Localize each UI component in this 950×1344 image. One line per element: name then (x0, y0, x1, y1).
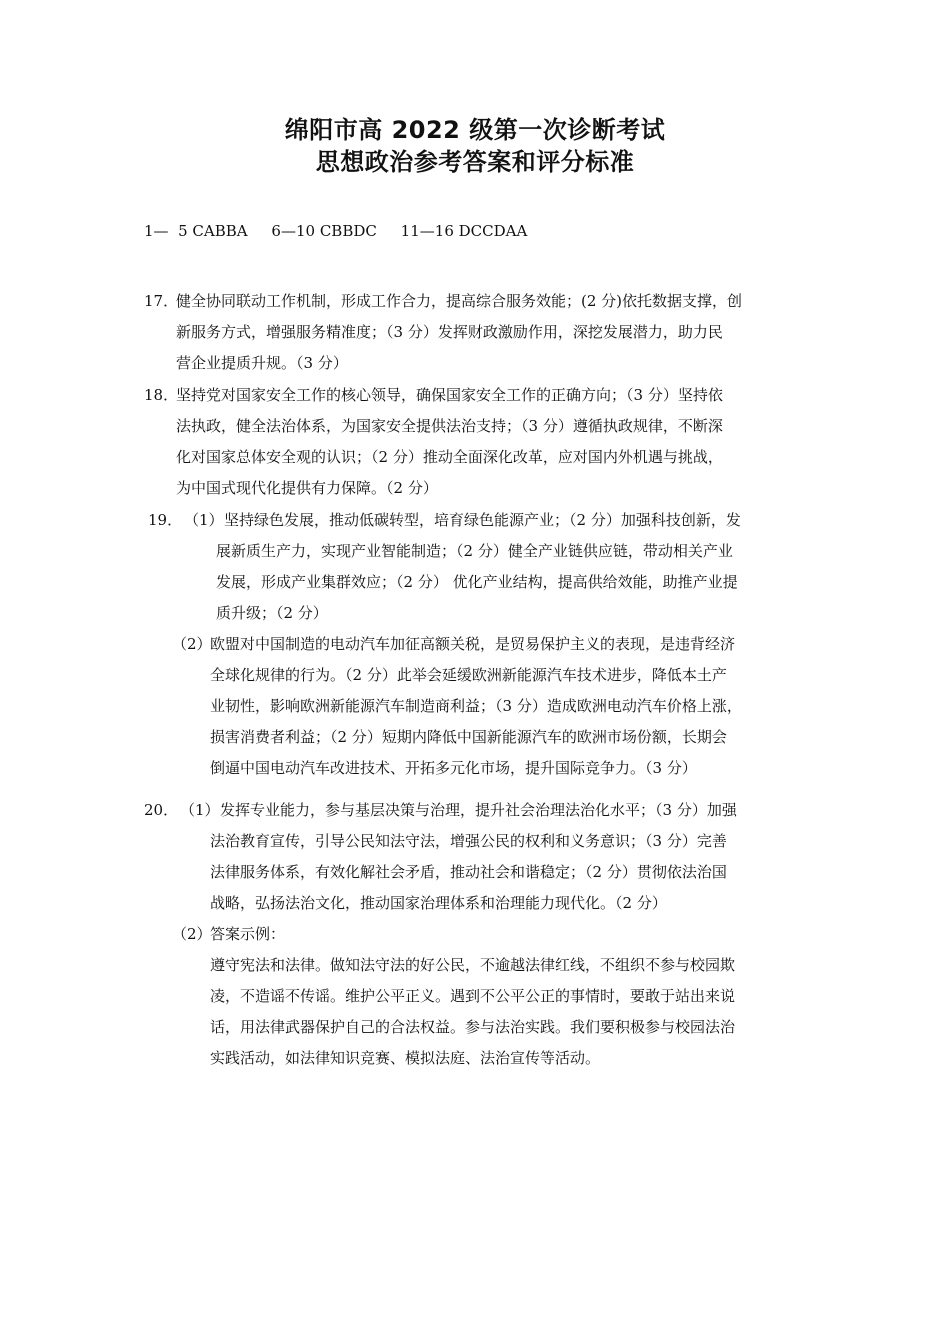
multiple-choice-answers: 1— 5 CABBA 6—10 CBBDC 11—16 DCCDAA (144, 222, 528, 240)
answer-line (144, 286, 824, 317)
answer-text: 法律服务体系，有效化解社会矛盾，推动社会和谐稳定；（2 分）贯彻依法治国 (210, 863, 727, 881)
answer-text: 凌，不造谣不传谣。维护公平正义。遇到不公平公正的事情时，要敢于站出来说 (210, 987, 736, 1005)
answer-text: 发挥专业能力，参与基层决策与治理，提升社会治理法治化水平；（3 分）加强 (220, 801, 737, 819)
answer-line (144, 380, 824, 411)
question-20-answer (144, 795, 824, 1074)
answer-line (144, 950, 824, 981)
answer-line (144, 1043, 824, 1074)
question-number: 19． (148, 511, 183, 529)
answer-text: 发展，形成产业集群效应；（2 分） 优化产业结构，提高供给效能，助推产业提 (216, 573, 738, 591)
answer-line (144, 442, 824, 473)
question-number: 20． (144, 801, 179, 819)
answer-line (144, 317, 824, 348)
answer-line (144, 888, 824, 919)
answer-text: 遵守宪法和法律。做知法守法的好公民，不逾越法律红线，不组织不参与校园欺 (210, 956, 736, 974)
answer-line (144, 753, 824, 784)
answer-line (144, 629, 824, 660)
answer-heading: 答案示例： (210, 925, 286, 943)
answer-text: 展新质生产力，实现产业智能制造；（2 分）健全产业链供应链，带动相关产业 (216, 542, 733, 560)
question-19-answer (144, 505, 824, 784)
question-number: 18． (144, 386, 179, 404)
answer-text: 为中国式现代化提供有力保障。（2 分） (176, 479, 438, 497)
answer-text: 欧盟对中国制造的电动汽车加征高额关税，是贸易保护主义的表现，是违背经济 (210, 635, 736, 653)
answer-line (144, 981, 824, 1012)
part-label: （1） (184, 511, 224, 529)
answer-text: 健全协同联动工作机制，形成工作合力，提高综合服务效能；(2 分)依托数据支撑，创 (176, 292, 743, 310)
answer-text: 全球化规律的行为。（2 分）此举会延缓欧洲新能源汽车技术进步，降低本土产 (210, 666, 727, 684)
answer-line (144, 536, 824, 567)
document-title-line-1: 绵阳市高 2022 级第一次诊断考试 (284, 116, 666, 144)
answer-line (144, 826, 824, 857)
answer-text: 新服务方式，增强服务精准度；（3 分）发挥财政激励作用，深挖发展潜力，助力民 (176, 323, 723, 341)
answer-line (144, 691, 824, 722)
answer-line (144, 857, 824, 888)
answer-line (144, 919, 824, 950)
answer-text: 质升级；（2 分） (216, 604, 328, 622)
answer-text: 营企业提质升规。（3 分） (176, 354, 348, 372)
answer-text: 倒逼中国电动汽车改进技术、开拓多元化市场，提升国际竞争力。（3 分） (210, 759, 697, 777)
answer-text: 坚持党对国家安全工作的核心领导，确保国家安全工作的正确方向；（3 分）坚持依 (176, 386, 723, 404)
answer-text: 话，用法律武器保护自己的合法权益。参与法治实践。我们要积极参与校园法治 (210, 1018, 736, 1036)
answer-text: 法治教育宣传，引导公民知法守法，增强公民的权利和义务意识；（3 分）完善 (210, 832, 727, 850)
answer-line (144, 473, 824, 504)
answer-text: 化对国家总体安全观的认识；（2 分）推动全面深化改革，应对国内外机遇与挑战， (176, 448, 723, 466)
part-label: （1） (180, 801, 220, 819)
answer-line (144, 722, 824, 753)
answer-line (144, 660, 824, 691)
question-18-answer (144, 380, 824, 504)
answer-text: 战略，弘扬法治文化，推动国家治理体系和治理能力现代化。（2 分） (210, 894, 667, 912)
question-17-answer (144, 286, 824, 379)
answer-line (144, 505, 824, 536)
answer-line (144, 567, 824, 598)
document-title-line-2: 思想政治参考答案和评分标准 (315, 148, 635, 176)
answer-text: 实践活动，如法律知识竞赛、模拟法庭、法治宣传等活动。 (210, 1049, 601, 1067)
answer-line (144, 348, 824, 379)
answer-text: 坚持绿色发展，推动低碳转型，培育绿色能源产业；（2 分）加强科技创新，发 (224, 511, 741, 529)
answer-text: 法执政，健全法治体系，为国家安全提供法治支持；（3 分）遵循执政规律，不断深 (176, 417, 723, 435)
answer-text: 损害消费者利益；（2 分）短期内降低中国新能源汽车的欧洲市场份额，长期会 (210, 728, 727, 746)
answer-line (144, 598, 824, 629)
answer-text: 业韧性，影响欧洲新能源汽车制造商利益；（3 分）造成欧洲电动汽车价格上涨， (210, 697, 742, 715)
answer-line (144, 411, 824, 442)
answer-line (144, 1012, 824, 1043)
part-label: （2） (172, 925, 212, 943)
part-label: （2） (172, 635, 212, 653)
answer-line (144, 795, 824, 826)
question-number: 17． (144, 292, 179, 310)
